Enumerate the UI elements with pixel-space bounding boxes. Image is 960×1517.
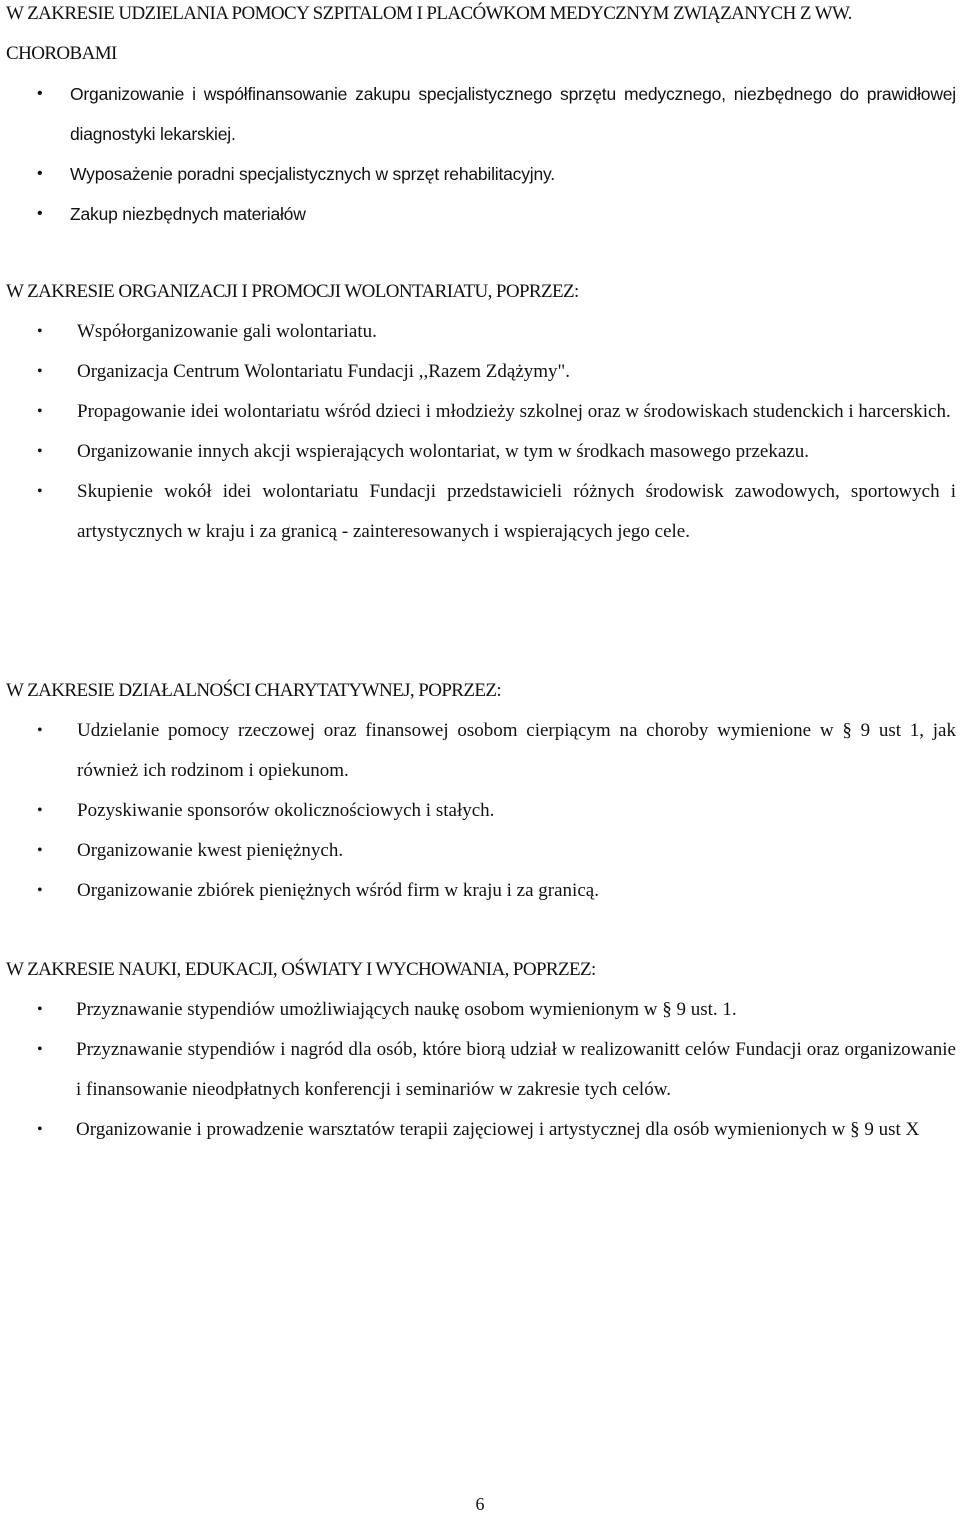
bullet-icon: • bbox=[37, 1001, 43, 1018]
list-item-text: Pozyskiwanie sponsorów okolicznościowych i stałych. bbox=[77, 800, 495, 821]
list-item bbox=[0, 711, 960, 791]
list-item bbox=[0, 194, 960, 234]
list-item-text: Udzielanie pomocy rzeczowej oraz finansowej osobom cierpiącym na choroby wymienione w § 9 ust 1, jak również ich rodzinom i opiekunom. bbox=[77, 720, 956, 781]
list-item-text: Zakup niezbędnych materiałów bbox=[70, 204, 306, 224]
bullet-icon: • bbox=[37, 323, 43, 340]
list-item bbox=[0, 74, 960, 154]
list-item bbox=[0, 154, 960, 194]
section-heading-charity: W ZAKRESIE DZIAŁALNOŚCI CHARYTATYWNEJ, POPRZEZ: bbox=[6, 680, 502, 701]
list-item-text: Propagowanie idei wolontariatu wśród dzieci i młodzieży szkolnej oraz w środowiskach studenckich i harcerskich. bbox=[77, 401, 951, 422]
list-item-text: Wyposażenie poradni specjalistycznych w sprzęt rehabilitacyjny. bbox=[70, 164, 555, 184]
bullet-icon: • bbox=[37, 85, 43, 102]
bullet-icon: • bbox=[37, 882, 43, 899]
bullet-icon: • bbox=[37, 205, 43, 222]
list-item-text: Organizowanie kwest pieniężnych. bbox=[77, 840, 344, 861]
section-heading-education: W ZAKRESIE NAUKI, EDUKACJI, OŚWIATY I WYCHOWANIA, POPRZEZ: bbox=[6, 959, 596, 980]
bullet-icon: • bbox=[37, 363, 43, 380]
list-item-text: Skupienie wokół idei wolontariatu Fundacji przedstawicieli różnych środowisk zawodowych, sportowych i artystycznych w kraju i za granicą - zainteresowanych i wspierających jego cele. bbox=[77, 481, 956, 542]
list-volunteering bbox=[0, 312, 960, 552]
list-item-text: Przyznawanie stypendiów i nagród dla osób, które biorą udział w realizowanitt celów Fundacji oraz organizowanie i finansowanie nieodpłatnych konferencji i seminariów w zakresie tych celów. bbox=[76, 1039, 956, 1100]
bullet-icon: • bbox=[37, 842, 43, 859]
list-item bbox=[0, 1110, 960, 1150]
list-item bbox=[0, 871, 960, 911]
bullet-icon: • bbox=[37, 443, 43, 460]
list-item-text: Organizowanie zbiórek pieniężnych wśród firm w kraju i za granicą. bbox=[77, 880, 599, 901]
bullet-icon: • bbox=[37, 483, 43, 500]
bullet-icon: • bbox=[37, 1121, 43, 1138]
bullet-icon: • bbox=[37, 802, 43, 819]
list-item-text: Organizacja Centrum Wolontariatu Fundacji ,,Razem Zdążymy". bbox=[77, 361, 571, 382]
list-item bbox=[0, 990, 960, 1030]
list-item bbox=[0, 472, 960, 552]
list-item bbox=[0, 352, 960, 392]
list-item bbox=[0, 1030, 960, 1110]
bullet-icon: • bbox=[37, 403, 43, 420]
list-item-text: Organizowanie i prowadzenie warsztatów terapii zajęciowej i artystycznej dla osób wymienionych w § 9 ust X bbox=[76, 1119, 920, 1140]
bullet-icon: • bbox=[37, 1041, 43, 1058]
list-item-text: Organizowanie i współfinansowanie zakupu specjalistycznego sprzętu medycznego, niezbędnego do prawidłowej diagnostyki lekarskiej. bbox=[70, 84, 956, 144]
list-charity bbox=[0, 711, 960, 911]
bullet-icon: • bbox=[37, 165, 43, 182]
list-item bbox=[0, 831, 960, 871]
page-number: 6 bbox=[475, 1494, 485, 1514]
list-education bbox=[0, 990, 960, 1150]
section-heading-hospitals: W ZAKRESIE UDZIELANIA POMOCY SZPITALOM I PLACÓWKOM MEDYCZNYM ZWIĄZANYCH Z WW. CHOROBAMI bbox=[6, 3, 852, 64]
list-item-text: Współorganizowanie gali wolontariatu. bbox=[77, 321, 377, 342]
bullet-icon: • bbox=[37, 722, 43, 739]
list-item bbox=[0, 791, 960, 831]
list-item bbox=[0, 312, 960, 352]
section-heading-volunteering: W ZAKRESIE ORGANIZACJI I PROMOCJI WOLONTARIATU, POPRZEZ: bbox=[6, 281, 579, 302]
list-item-text: Przyznawanie stypendiów umożliwiających naukę osobom wymienionym w § 9 ust. 1. bbox=[76, 999, 737, 1020]
list-item bbox=[0, 392, 960, 432]
list-item-text: Organizowanie innych akcji wspierających wolontariat, w tym w środkach masowego przekazu. bbox=[77, 441, 809, 462]
list-item bbox=[0, 432, 960, 472]
list-hospitals bbox=[0, 74, 960, 234]
